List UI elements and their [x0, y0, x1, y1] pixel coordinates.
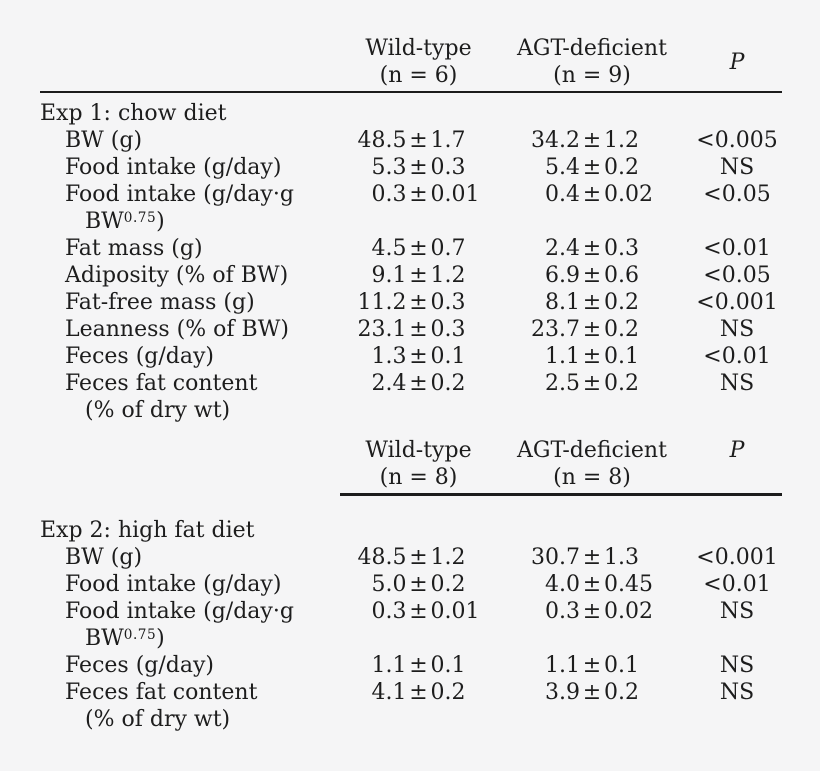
error-value: 0.2 [430, 571, 466, 597]
error-value: 0.7 [430, 236, 466, 261]
p-value: <0.05 [703, 263, 771, 288]
error-value: 1.2 [430, 544, 466, 570]
error-value: 0.2 [430, 679, 466, 705]
value-cell-wildtype [345, 289, 492, 316]
row-label-line2 [65, 625, 345, 652]
header-rule-exp1 [40, 91, 782, 94]
value-cell-wildtype [345, 181, 492, 208]
column-header-wildtype-exp2 [345, 437, 492, 491]
column-header-n: (n = 6) [379, 63, 458, 88]
mean-value: 23.1 [357, 317, 407, 342]
column-header-wildtype-exp1 [345, 35, 492, 89]
table-row [40, 289, 782, 316]
error-value: 0.45 [604, 571, 653, 597]
row-label: Feces (g/day) [65, 344, 214, 369]
mean-value: 9.1 [371, 263, 407, 288]
value-cell-wildtype [345, 544, 492, 571]
p-value: <0.001 [696, 544, 778, 570]
error-value: 0.1 [604, 344, 639, 369]
section-title-exp1: Exp 1: chow diet [40, 101, 227, 126]
superscript: 0.75 [123, 626, 157, 643]
value-cell-agt [492, 370, 692, 397]
plus-minus: ± [409, 263, 428, 288]
column-header-line: Wild-type [365, 438, 472, 463]
plus-minus: ± [409, 598, 428, 624]
mean-value: 2.5 [545, 371, 580, 396]
value-cell-agt [492, 181, 692, 208]
row-label [40, 598, 345, 652]
value-cell-agt [492, 544, 692, 571]
p-value: <0.001 [696, 290, 778, 315]
error-value: 0.01 [430, 182, 480, 207]
error-value: 1.2 [430, 263, 466, 288]
plus-minus: ± [582, 679, 602, 705]
row-label: BW (g) [65, 128, 143, 153]
mean-value: 1.1 [545, 344, 580, 369]
value-cell-wildtype [345, 652, 492, 679]
mean-value: 23.7 [531, 317, 580, 342]
table-row [40, 343, 782, 370]
error-value: 0.3 [430, 317, 466, 342]
plus-minus: ± [582, 182, 602, 207]
p-value: NS [719, 679, 755, 705]
plus-minus: ± [409, 371, 428, 396]
mean-value: 5.0 [371, 571, 407, 597]
plus-minus: ± [409, 679, 428, 705]
plus-minus: ± [582, 290, 602, 315]
value-cell-wildtype [345, 154, 492, 181]
column-header-row-exp1 [40, 35, 782, 89]
value-cell-agt [492, 235, 692, 262]
column-header-line: AGT-deficient [517, 438, 667, 463]
error-value: 0.1 [430, 652, 466, 678]
label-continuation: BW [85, 209, 124, 234]
label-continuation: BW [85, 625, 124, 651]
row-label: Fat mass (g) [65, 236, 203, 261]
row-label: Adiposity (% of BW) [65, 263, 289, 288]
p-value: <0.01 [703, 344, 771, 369]
row-label [40, 370, 345, 424]
section-title-exp2: Exp 2: high fat diet [40, 517, 255, 543]
mean-value: 30.7 [531, 544, 580, 570]
p-value: <0.05 [703, 182, 771, 207]
table-row [40, 262, 782, 289]
plus-minus: ± [582, 571, 602, 597]
mean-value: 2.4 [545, 236, 580, 261]
mean-value: 48.5 [357, 128, 407, 153]
plus-minus: ± [582, 236, 602, 261]
value-cell-agt [492, 343, 692, 370]
table-row [40, 370, 782, 424]
error-value: 1.2 [604, 128, 639, 153]
mean-value: 1.1 [371, 652, 407, 678]
plus-minus: ± [409, 317, 428, 342]
p-value: NS [719, 371, 755, 396]
mean-value: 2.4 [371, 371, 407, 396]
row-label: Food intake (g/day) [65, 571, 282, 597]
p-value: NS [719, 652, 755, 678]
value-cell-agt [492, 262, 692, 289]
table-row [40, 571, 782, 598]
label-continuation-close: ) [156, 209, 165, 234]
p-value: NS [719, 317, 755, 342]
error-value: 0.1 [604, 652, 639, 678]
column-header-line: Wild-type [365, 36, 472, 61]
value-cell-wildtype [345, 343, 492, 370]
error-value: 0.01 [430, 598, 480, 624]
error-value: 0.1 [430, 344, 466, 369]
value-cell-agt [492, 289, 692, 316]
mean-value: 3.9 [545, 679, 580, 705]
mean-value: 5.4 [545, 155, 580, 180]
error-value: 0.2 [604, 290, 639, 315]
column-header-row-exp2 [40, 437, 782, 491]
column-header-agt-exp2 [492, 437, 692, 491]
plus-minus: ± [409, 571, 428, 597]
row-label [40, 181, 345, 235]
value-cell-wildtype [345, 127, 492, 154]
table-row [40, 652, 782, 679]
row-label: Food intake (g/day) [65, 155, 282, 180]
mean-value: 5.3 [371, 155, 407, 180]
plus-minus: ± [409, 652, 428, 678]
mean-value: 0.4 [545, 182, 580, 207]
table-row [40, 154, 782, 181]
error-value: 1.7 [430, 128, 466, 153]
plus-minus: ± [409, 344, 428, 369]
value-cell-agt [492, 652, 692, 679]
value-cell-agt [492, 571, 692, 598]
p-value: NS [719, 598, 755, 624]
p-value: <0.01 [703, 236, 771, 261]
row-label: Fat-free mass (g) [65, 290, 255, 315]
value-cell-agt [492, 154, 692, 181]
plus-minus: ± [582, 128, 602, 153]
column-header-p-exp2: P [729, 438, 745, 463]
plus-minus: ± [409, 128, 428, 153]
row-label [40, 679, 345, 733]
mean-value: 11.2 [357, 290, 407, 315]
mean-value: 0.3 [371, 182, 407, 207]
row-label-line1: Food intake (g/day·g [65, 598, 294, 624]
section-rows-exp1 [40, 127, 782, 424]
row-label-line1: Feces fat content [65, 679, 258, 705]
value-cell-wildtype [345, 316, 492, 343]
column-header-n: (n = 9) [553, 63, 631, 88]
column-header-line: AGT-deficient [517, 36, 667, 61]
table-row [40, 181, 782, 235]
column-header-n: (n = 8) [553, 465, 631, 490]
mean-value: 48.5 [357, 544, 407, 570]
error-value: 0.3 [430, 155, 466, 180]
row-label: Leanness (% of BW) [65, 317, 289, 342]
p-value: <0.01 [703, 571, 771, 597]
error-value: 0.2 [604, 679, 639, 705]
mean-value: 6.9 [545, 263, 580, 288]
superscript: 0.75 [123, 210, 157, 226]
p-value: <0.005 [696, 128, 778, 153]
mean-value: 0.3 [545, 598, 580, 624]
error-value: 0.2 [604, 317, 639, 342]
plus-minus: ± [582, 317, 602, 342]
row-label-line2: (% of dry wt) [85, 706, 231, 732]
row-label-line1: Feces fat content [65, 371, 258, 396]
value-cell-wildtype [345, 679, 492, 706]
table-row [40, 235, 782, 262]
table-row [40, 127, 782, 154]
value-cell-wildtype [345, 571, 492, 598]
error-value: 1.3 [604, 544, 639, 570]
error-value: 0.2 [604, 371, 639, 396]
table-row [40, 544, 782, 571]
value-cell-agt [492, 679, 692, 706]
plus-minus: ± [582, 263, 602, 288]
table-row [40, 679, 782, 733]
column-header-agt-exp1 [492, 35, 692, 89]
row-label: Feces (g/day) [65, 652, 214, 678]
error-value: 0.02 [604, 182, 653, 207]
table-row [40, 598, 782, 652]
plus-minus: ± [409, 290, 428, 315]
row-label: BW (g) [65, 544, 143, 570]
value-cell-agt [492, 598, 692, 625]
row-label-line2 [65, 208, 345, 235]
plus-minus: ± [409, 544, 428, 570]
mean-value: 1.3 [371, 344, 407, 369]
value-cell-agt [492, 316, 692, 343]
value-cell-wildtype [345, 370, 492, 397]
value-cell-wildtype [345, 598, 492, 625]
plus-minus: ± [409, 155, 428, 180]
value-cell-wildtype [345, 235, 492, 262]
plus-minus: ± [582, 371, 602, 396]
plus-minus: ± [409, 236, 428, 261]
value-cell-agt [492, 127, 692, 154]
value-cell-wildtype [345, 262, 492, 289]
column-header-p-exp1: P [729, 49, 745, 75]
error-value: 0.3 [430, 290, 466, 315]
plus-minus: ± [582, 155, 602, 180]
section-rows-exp2 [40, 544, 782, 733]
plus-minus: ± [582, 598, 602, 624]
plus-minus: ± [409, 182, 428, 207]
error-value: 0.2 [430, 371, 466, 396]
error-value: 0.3 [604, 236, 639, 261]
mean-value: 34.2 [531, 128, 580, 153]
mean-value: 1.1 [545, 652, 580, 678]
mean-value: 4.0 [545, 571, 580, 597]
mean-value: 0.3 [371, 598, 407, 624]
mean-value: 4.5 [371, 236, 407, 261]
label-continuation-close: ) [156, 625, 165, 651]
error-value: 0.2 [604, 155, 639, 180]
error-value: 0.6 [604, 263, 639, 288]
p-value: NS [719, 155, 755, 180]
table-row [40, 316, 782, 343]
plus-minus: ± [582, 544, 602, 570]
error-value: 0.02 [604, 598, 653, 624]
row-label-line1: Food intake (g/day·g [65, 182, 294, 207]
mean-value: 8.1 [545, 290, 580, 315]
plus-minus: ± [582, 344, 602, 369]
header-rule-exp2 [340, 493, 782, 496]
column-header-n: (n = 8) [379, 465, 458, 490]
row-label-line2: (% of dry wt) [85, 398, 231, 423]
mean-value: 4.1 [371, 679, 407, 705]
plus-minus: ± [582, 652, 602, 678]
